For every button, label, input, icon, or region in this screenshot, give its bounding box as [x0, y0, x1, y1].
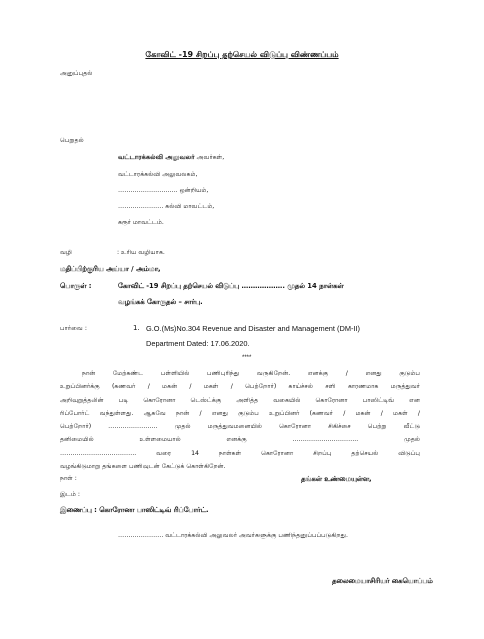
- body-line: தனிமையில் உள்ளமையால் எனக்கு ………………………….. முதல்: [60, 436, 420, 444]
- subject-label: பொருள் :: [60, 282, 92, 290]
- reference-label: பார்வை :: [60, 325, 87, 332]
- salutation: மதிப்பிற்குரிய அய்யா / அம்மா,: [60, 265, 161, 273]
- reference-line-2: Department Dated: 17.06.2020.: [146, 339, 250, 348]
- forwarding-note: …………………. வட்டாரக்கல்வி அலுவலர் அவர்களுக்கு பணிந்தனுப்பப்படுகிறது.: [118, 532, 348, 539]
- letter-body: [60, 367, 420, 473]
- recipient-line-1: [118, 154, 224, 161]
- via-label: வழி: [60, 249, 73, 256]
- reference-stars: ****: [242, 355, 252, 361]
- body-line: வழங்கிடுமாறு தங்களை பணிவுடன் கேட்டுக் கொள்கிறேன்.: [60, 463, 226, 471]
- document-title: கோவிட் -19 சிறப்பு தற்செயல் விடுப்பு விண்ணப்பம்: [145, 50, 339, 59]
- recipient-line-3: ……………………….. ஒன்றியம்,: [118, 187, 209, 194]
- body-line: உறுப்பினர்க்கு (கணவர் / மகன் / மகள் / பெற்றோர்) காய்ச்சல் சளி காரணமாக மருத்துவர்: [60, 383, 420, 391]
- reference-line-1: G.O.(Ms)No.304 Revenue and Disaster and Management (DM-II): [146, 324, 361, 333]
- reference-number: 1.: [133, 324, 140, 332]
- recipient-line-4: …………………. கல்வி மாவட்டம்,: [118, 203, 215, 210]
- subject-line-2: வழங்கக் கோருதல் – சார்பு.: [118, 298, 203, 306]
- body-line: ………………………………. வரை 14 நாள்கள் கொரோனா சிறப்பு தற்செயல் விடுப்பு: [60, 449, 420, 457]
- headmaster-signature-label: தலைமையாசிரியர் கையொப்பம்: [332, 577, 433, 585]
- recipient-line-2: வட்டாரக்கல்வி அலுவலகம்,: [118, 171, 198, 178]
- date-label: நாள் :: [60, 475, 77, 482]
- recipient-label: பெறுதல்: [60, 137, 84, 144]
- recipient-honorific: அவர்கள்,: [194, 154, 225, 161]
- body-line: பெற்றோர்) …………………… முதல் மருத்துவமனையில் கொரோனா சிகிச்சை பெற்று வீட்டு: [60, 423, 420, 431]
- closing: தங்கள் உண்மையுள்ள,: [301, 475, 372, 483]
- place-label: இடம் :: [60, 491, 80, 498]
- body-line: நான் மேற்கண்ட பள்ளியில் பணிபுரிந்து வருகிறேன். எனக்கு / எனது குடும்ப: [82, 370, 420, 377]
- via-value: : உரிய வழியாக.: [117, 249, 165, 256]
- subject-line-1: கோவிட் -19 சிறப்பு தற்செயல் விடுப்பு ………………. முதல் 14 நாள்கள்: [118, 282, 344, 290]
- sender-label: அனுப்புதல்: [60, 70, 93, 77]
- recipient-title: வட்டாரக்கல்வி அலுவலர்: [118, 153, 195, 161]
- recipient-line-5: கரூர் மாவட்டம்.: [118, 219, 164, 226]
- body-line: அறிவுறுத்தலின் படி கொரோனா டெஸ்ட்க்கு அளித்த வகையில் கொரோனா பாஸிட்டிவ் என: [60, 396, 420, 404]
- enclosure: இணைப்பு : கொரோனா பாஸிட்டிவ் ரிப்போர்ட்.: [60, 506, 209, 514]
- body-line: ரிப்போர்ட் வந்துள்ளது. ஆகவே நான் / எனது குடும்ப உறுப்பினர் (கணவர் / மகன் / மகள் /: [60, 409, 420, 417]
